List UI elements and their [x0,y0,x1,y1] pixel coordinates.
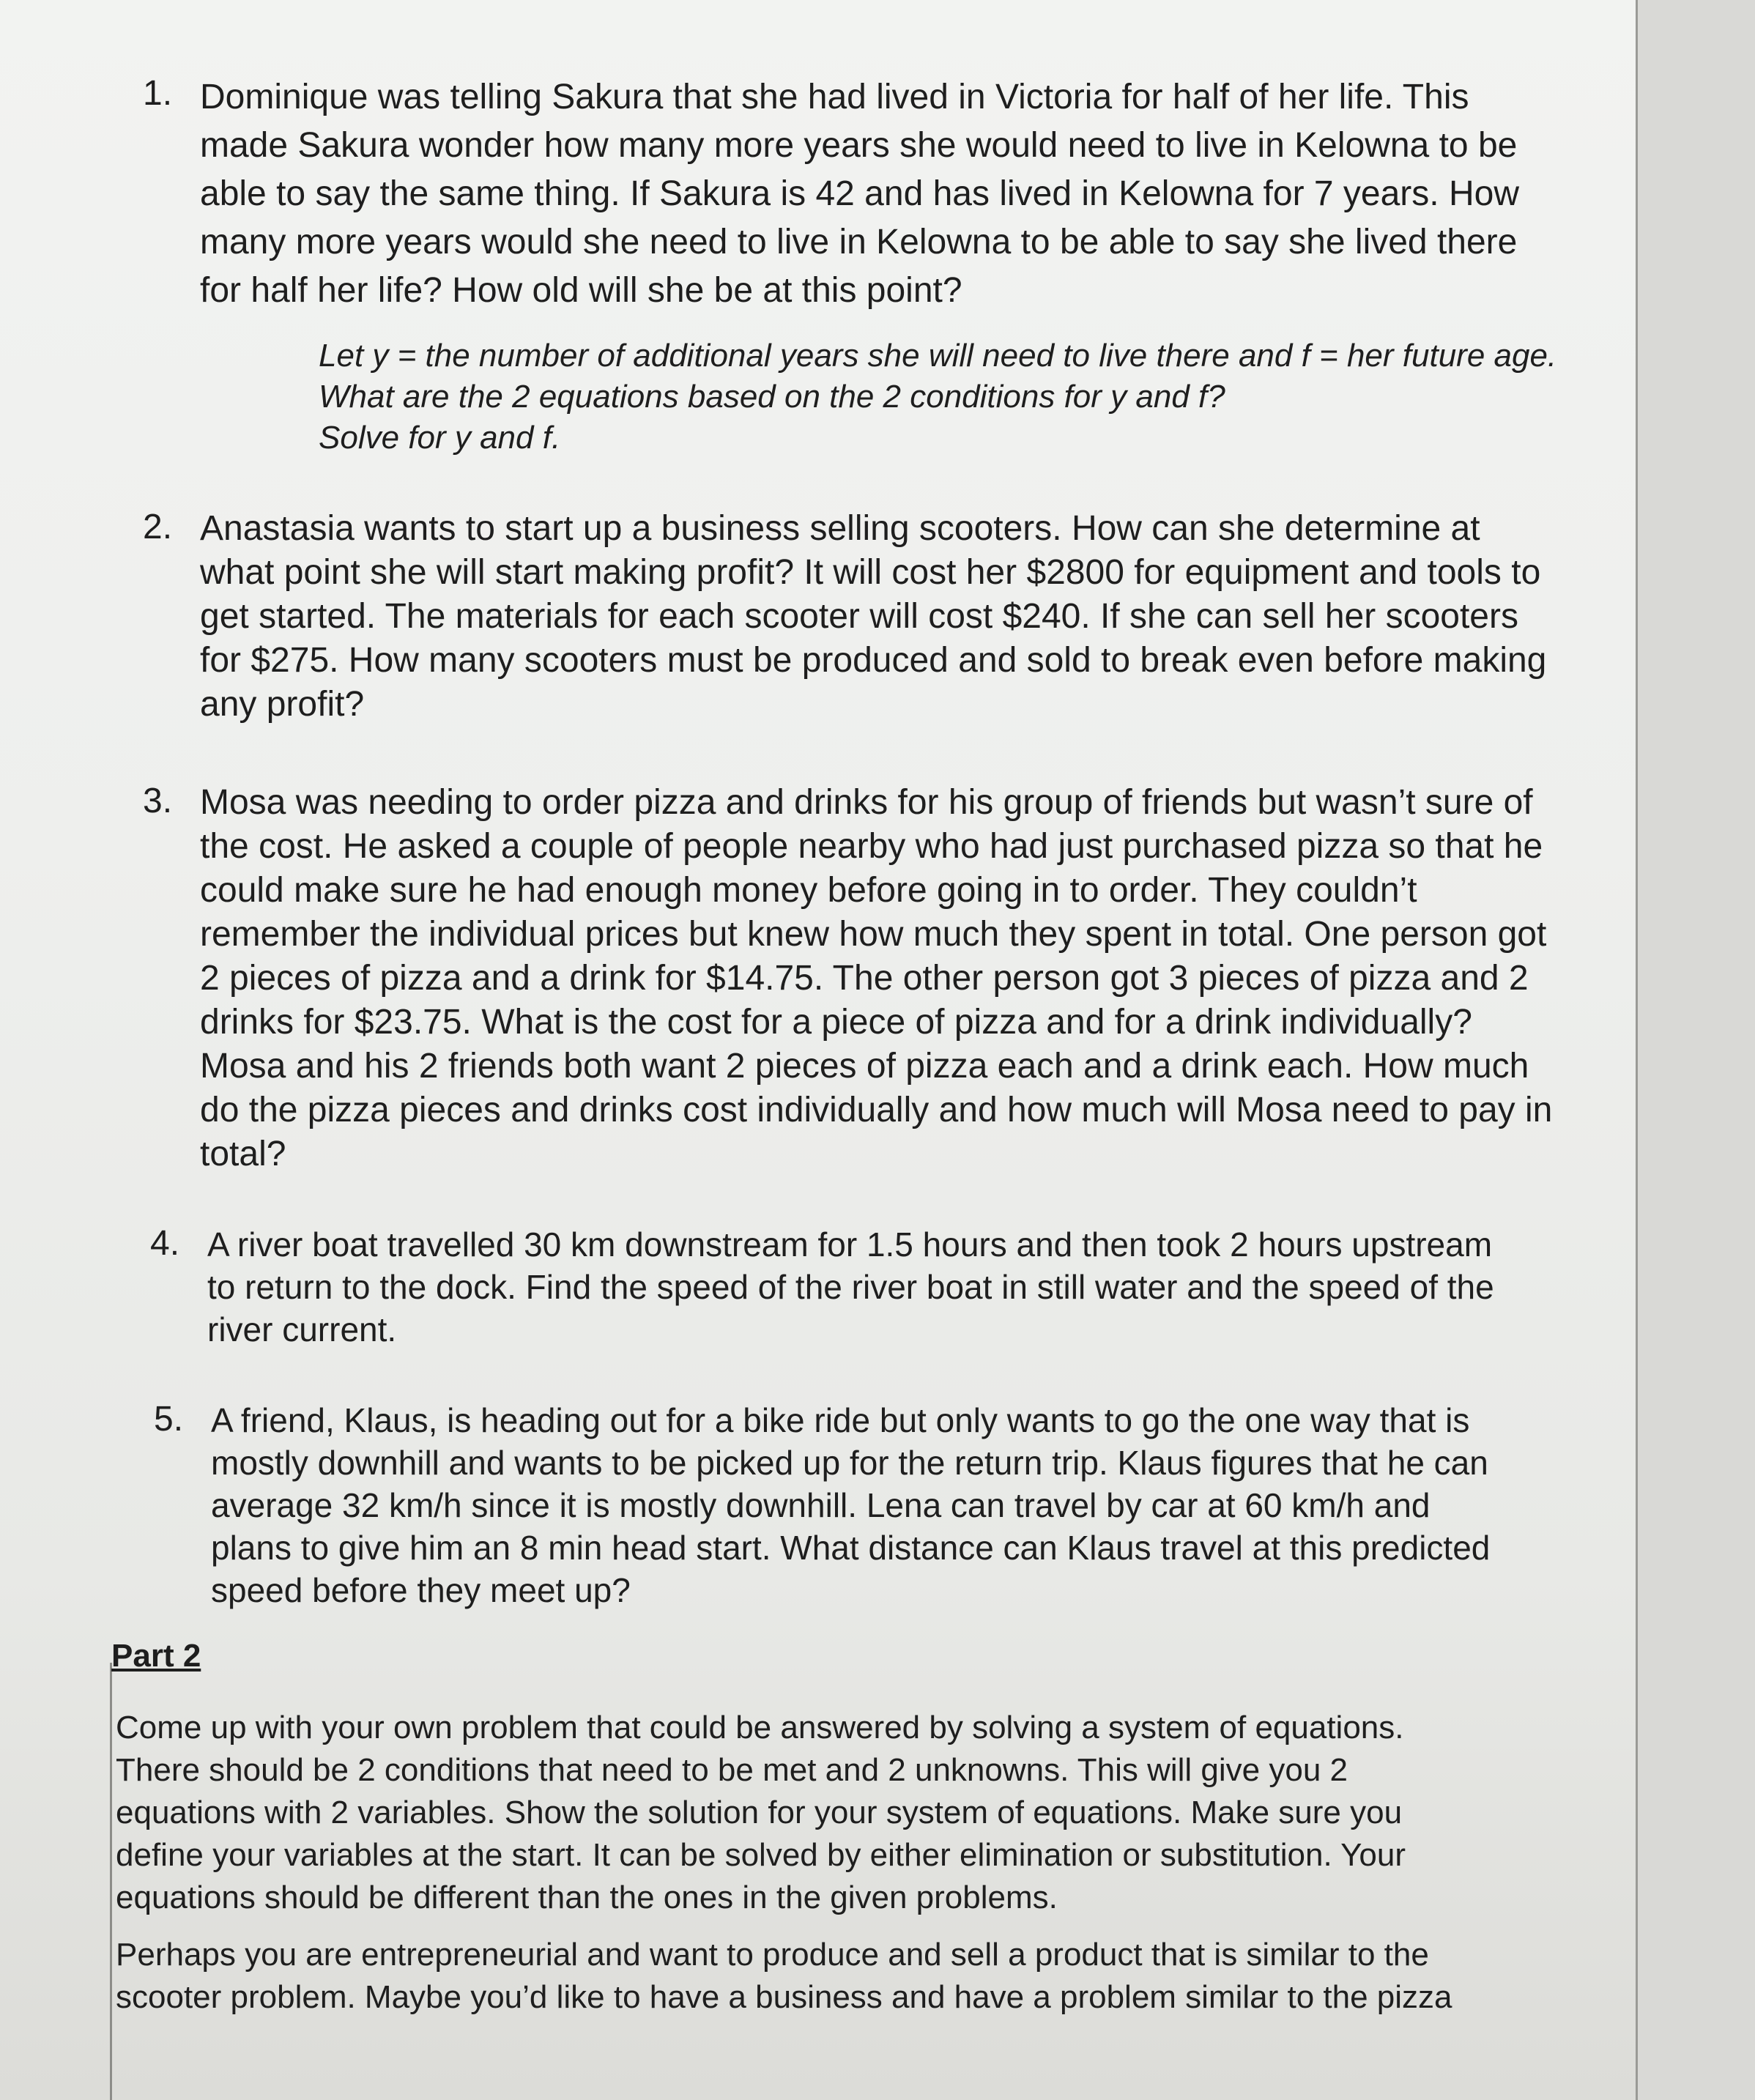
problem-text: A river boat travelled 30 km downstream for 1.5 hours and then took 2 hours upstream to return to the dock. Find the speed of the river boat in still water and the speed of the river current. [207,1225,1494,1348]
problem-number: 4. [150,1224,180,1263]
part-2-paragraph-2: Perhaps you are entrepreneurial and want to produce and sell a product that is similar to the scooter problem. Maybe you’d like to have a business and have a problem similar to the pizza [116,1937,1452,2015]
problem-number: 5. [154,1400,184,1439]
problem-number: 2. [143,508,173,546]
problem-text: Anastasia wants to start up a business selling scooters. How can she determine at what point she will start making profit? It will cost her $2800 for equipment and tools to get started. The materials for each scooter will cost $240. If she can sell her scooters for $275. How many scooters must be produced and sold to break even before making any profit? [200,509,1547,724]
part-2-paragraph-1: Come up with your own problem that could be answered by solving a system of equations. There should be 2 conditions that need to be met and 2 unknowns. This will give you 2 equations with 2 variables. Show the solution for your system of equations. Make sure you define your variables at the start. It can be solved by either elimination or substitution. Your equations should be different than the ones in the given problems. [116,1710,1406,1915]
problem-1-hint: Let y = the number of additional years she will need to live there and f = her future age. What are the 2 equations based on the 2 conditions for y and f? Solve for y and f. [319,338,1557,456]
problem-text: A friend, Klaus, is heading out for a bike ride but only wants to go the one way that is mostly downhill and wants to be picked up for the return trip. Klaus figures that he can average 32 km/h since it is mostly downhill. Lena can travel by car at 60 km/h and plans to give him an 8 min head start. What distance can Klaus travel at this predicted speed before they meet up? [211,1401,1491,1609]
problem-text: Dominique was telling Sakura that she had lived in Victoria for half of her life. This made Sakura wonder how many more years she would need to live in Kelowna to be able to say the same thing. If Sakura is 42 and has lived in Kelowna for 7 years. How many more years would she need to live in Kelowna to be able to say she lived there for half her life? How old will she be at this point? [200,78,1519,310]
part-2-heading: Part 2 [111,1638,201,1674]
problem-number: 3. [143,782,173,820]
problem-number: 1. [143,74,173,113]
problem-text: Mosa was needing to order pizza and drinks for his group of friends but wasn’t sure of the cost. He asked a couple of people nearby who had just purchased pizza so that he could make sure he had enough money before going in to order. They couldn’t remember the individual prices but knew how much they spent in total. One person got 2 pieces of pizza and a drink for $14.75. The other person got 3 pieces of pizza and 2 drinks for $23.75. What is the cost for a piece of pizza and for a drink individually? Mosa and his 2 friends both want 2 pieces of pizza each and a drink each. How much do the pizza pieces and drinks cost individually and how much will Mosa need to pay in total? [200,783,1553,1173]
